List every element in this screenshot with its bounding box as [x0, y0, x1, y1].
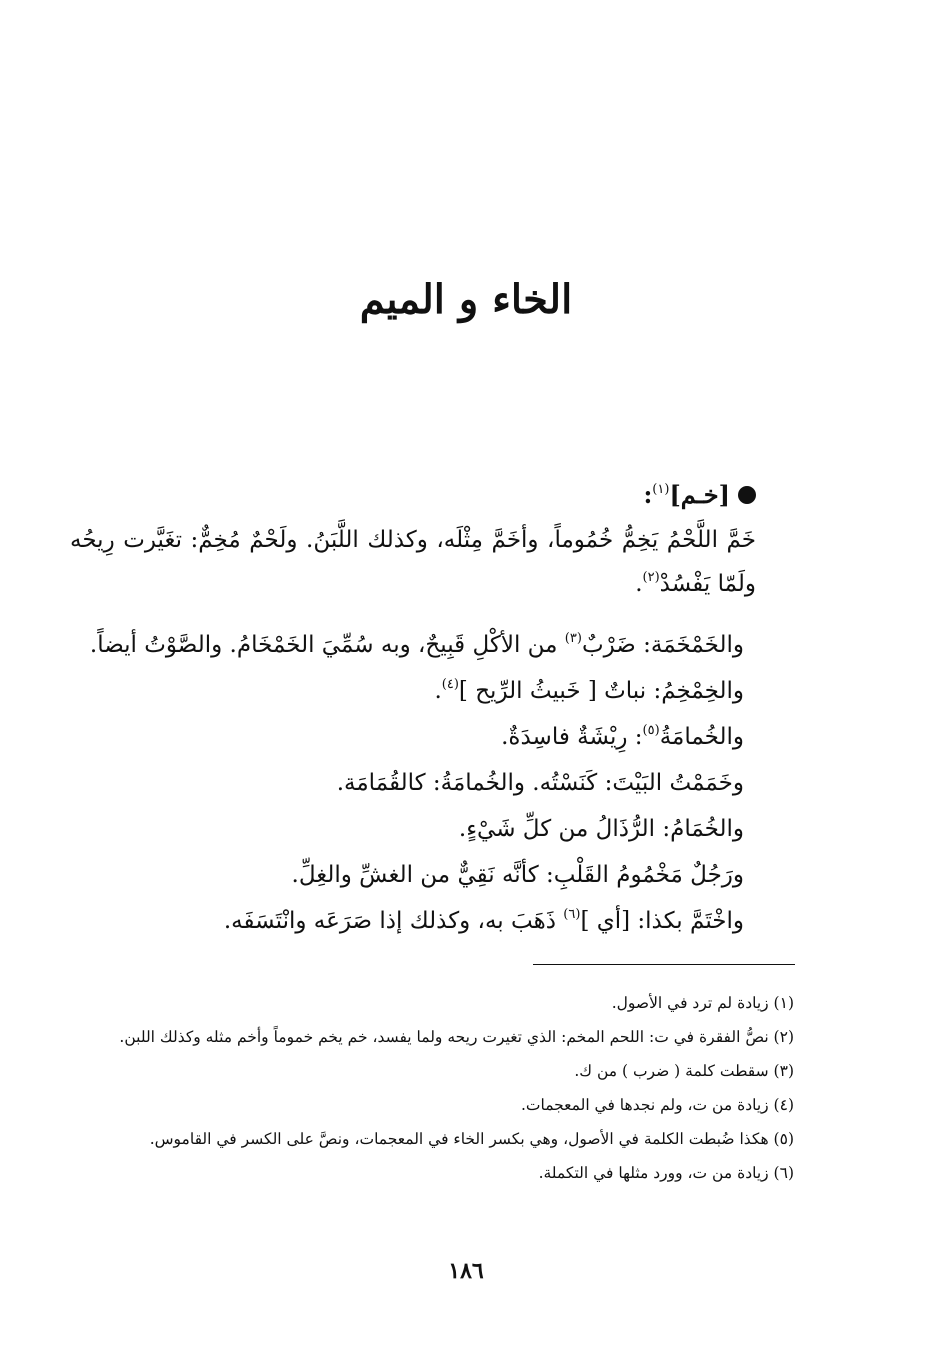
entry-colon: :: [643, 480, 653, 509]
footnote: (٦) زيادة من ت، وورد مثلها في التكملة.: [538, 1164, 794, 1182]
definition-text: والخُمامَةُ: [659, 724, 744, 750]
footnote-ref: (٦): [563, 907, 581, 922]
definition-line: [44, 622, 744, 668]
definition-text: ذَهَبَ به، وكذلك إذا صَرَعَه وانْتَسَفَه.: [223, 908, 564, 934]
footnote-ref: (٥): [642, 723, 660, 738]
footnote-divider: [533, 964, 795, 965]
footnotes: [76, 986, 794, 1190]
definition-text: من الأكْلِ قَبِيحٌ، وبه سُمِّيَ الخَمْخَامُ. والصَّوْتُ أيضاً.: [89, 632, 565, 658]
definition-text: والخَمْخَمَة: ضَرْبٌ: [581, 632, 744, 658]
entry-root: [خـم]: [669, 480, 730, 509]
footnote-ref: (٤): [441, 677, 459, 692]
definition-line: [44, 668, 744, 714]
paragraph-text: خَمَّ اللَّحْمُ يَخِمُّ خُمُوماً، وأخَمَّ مِثْلَه، وكذلك اللَّبَنُ. ولَحْمٌ مُخِمٌّ: تغَيَّرت رِيحُه ولَمّا يَفْسُدْ: [70, 527, 756, 597]
definition-text: ورَجُلٌ مَخْمُومُ القَلْبِ: كأنَّه نَقِيٌّ من الغشِّ والغِلِّ.: [291, 862, 744, 888]
definition-line: [44, 760, 744, 806]
paragraph-end: .: [635, 571, 643, 597]
footnote: (٤) زيادة من ت، ولم نجدها في المعجمات.: [520, 1096, 794, 1114]
definition-line: [44, 898, 744, 944]
definition-text: .: [434, 678, 442, 704]
entry-paragraph: [70, 518, 756, 606]
definition-list: [44, 622, 744, 944]
definition-line: [44, 714, 744, 760]
definition-text: : رِيْشَةٌ فاسِدَةٌ.: [501, 724, 643, 750]
bullet-icon: [738, 486, 756, 504]
page-number: ١٨٦: [448, 1258, 484, 1284]
footnote-ref: (٢): [642, 570, 660, 585]
definition-text: واخْتَمَّ بكذا: [أي ]: [580, 908, 744, 934]
footnote-ref: (٣): [564, 631, 582, 646]
definition-text: وخَمَمْتُ البَيْتَ: كَنَسْتُه. والخُمامَةُ: كالقُمَامَة.: [336, 770, 744, 796]
entry-heading: [156, 478, 756, 512]
footnote: (٢) نصُّ الفقرة في ت: اللحم المخم: الذي تغيرت ريحه ولما يفسد، خم يخم خموماً وأخم مثله وكذلك اللبن.: [119, 1028, 794, 1046]
definition-text: والخُمَامُ: الرُّذَالُ من كلِّ شَيْءٍ.: [458, 816, 744, 842]
footnote: (٥) هكذا ضُبطت الكلمة في الأصول، وهي بكسر الخاء في المعجمات، ونصَّ على الكسر في القاموس.: [149, 1130, 794, 1148]
footnote: (٣) سقطت كلمة ( ضرب ) من ك.: [574, 1062, 794, 1080]
definition-text: والخِمْخِمُ: نباتٌ [ خَبيثُ الرِّيح ]: [458, 678, 744, 704]
footnote-ref: (١): [652, 482, 670, 497]
definition-line: [44, 806, 744, 852]
chapter-title: الخاء و الميم: [359, 276, 573, 323]
footnote: (١) زيادة لم ترد في الأصول.: [611, 994, 794, 1012]
definition-line: [44, 852, 744, 898]
